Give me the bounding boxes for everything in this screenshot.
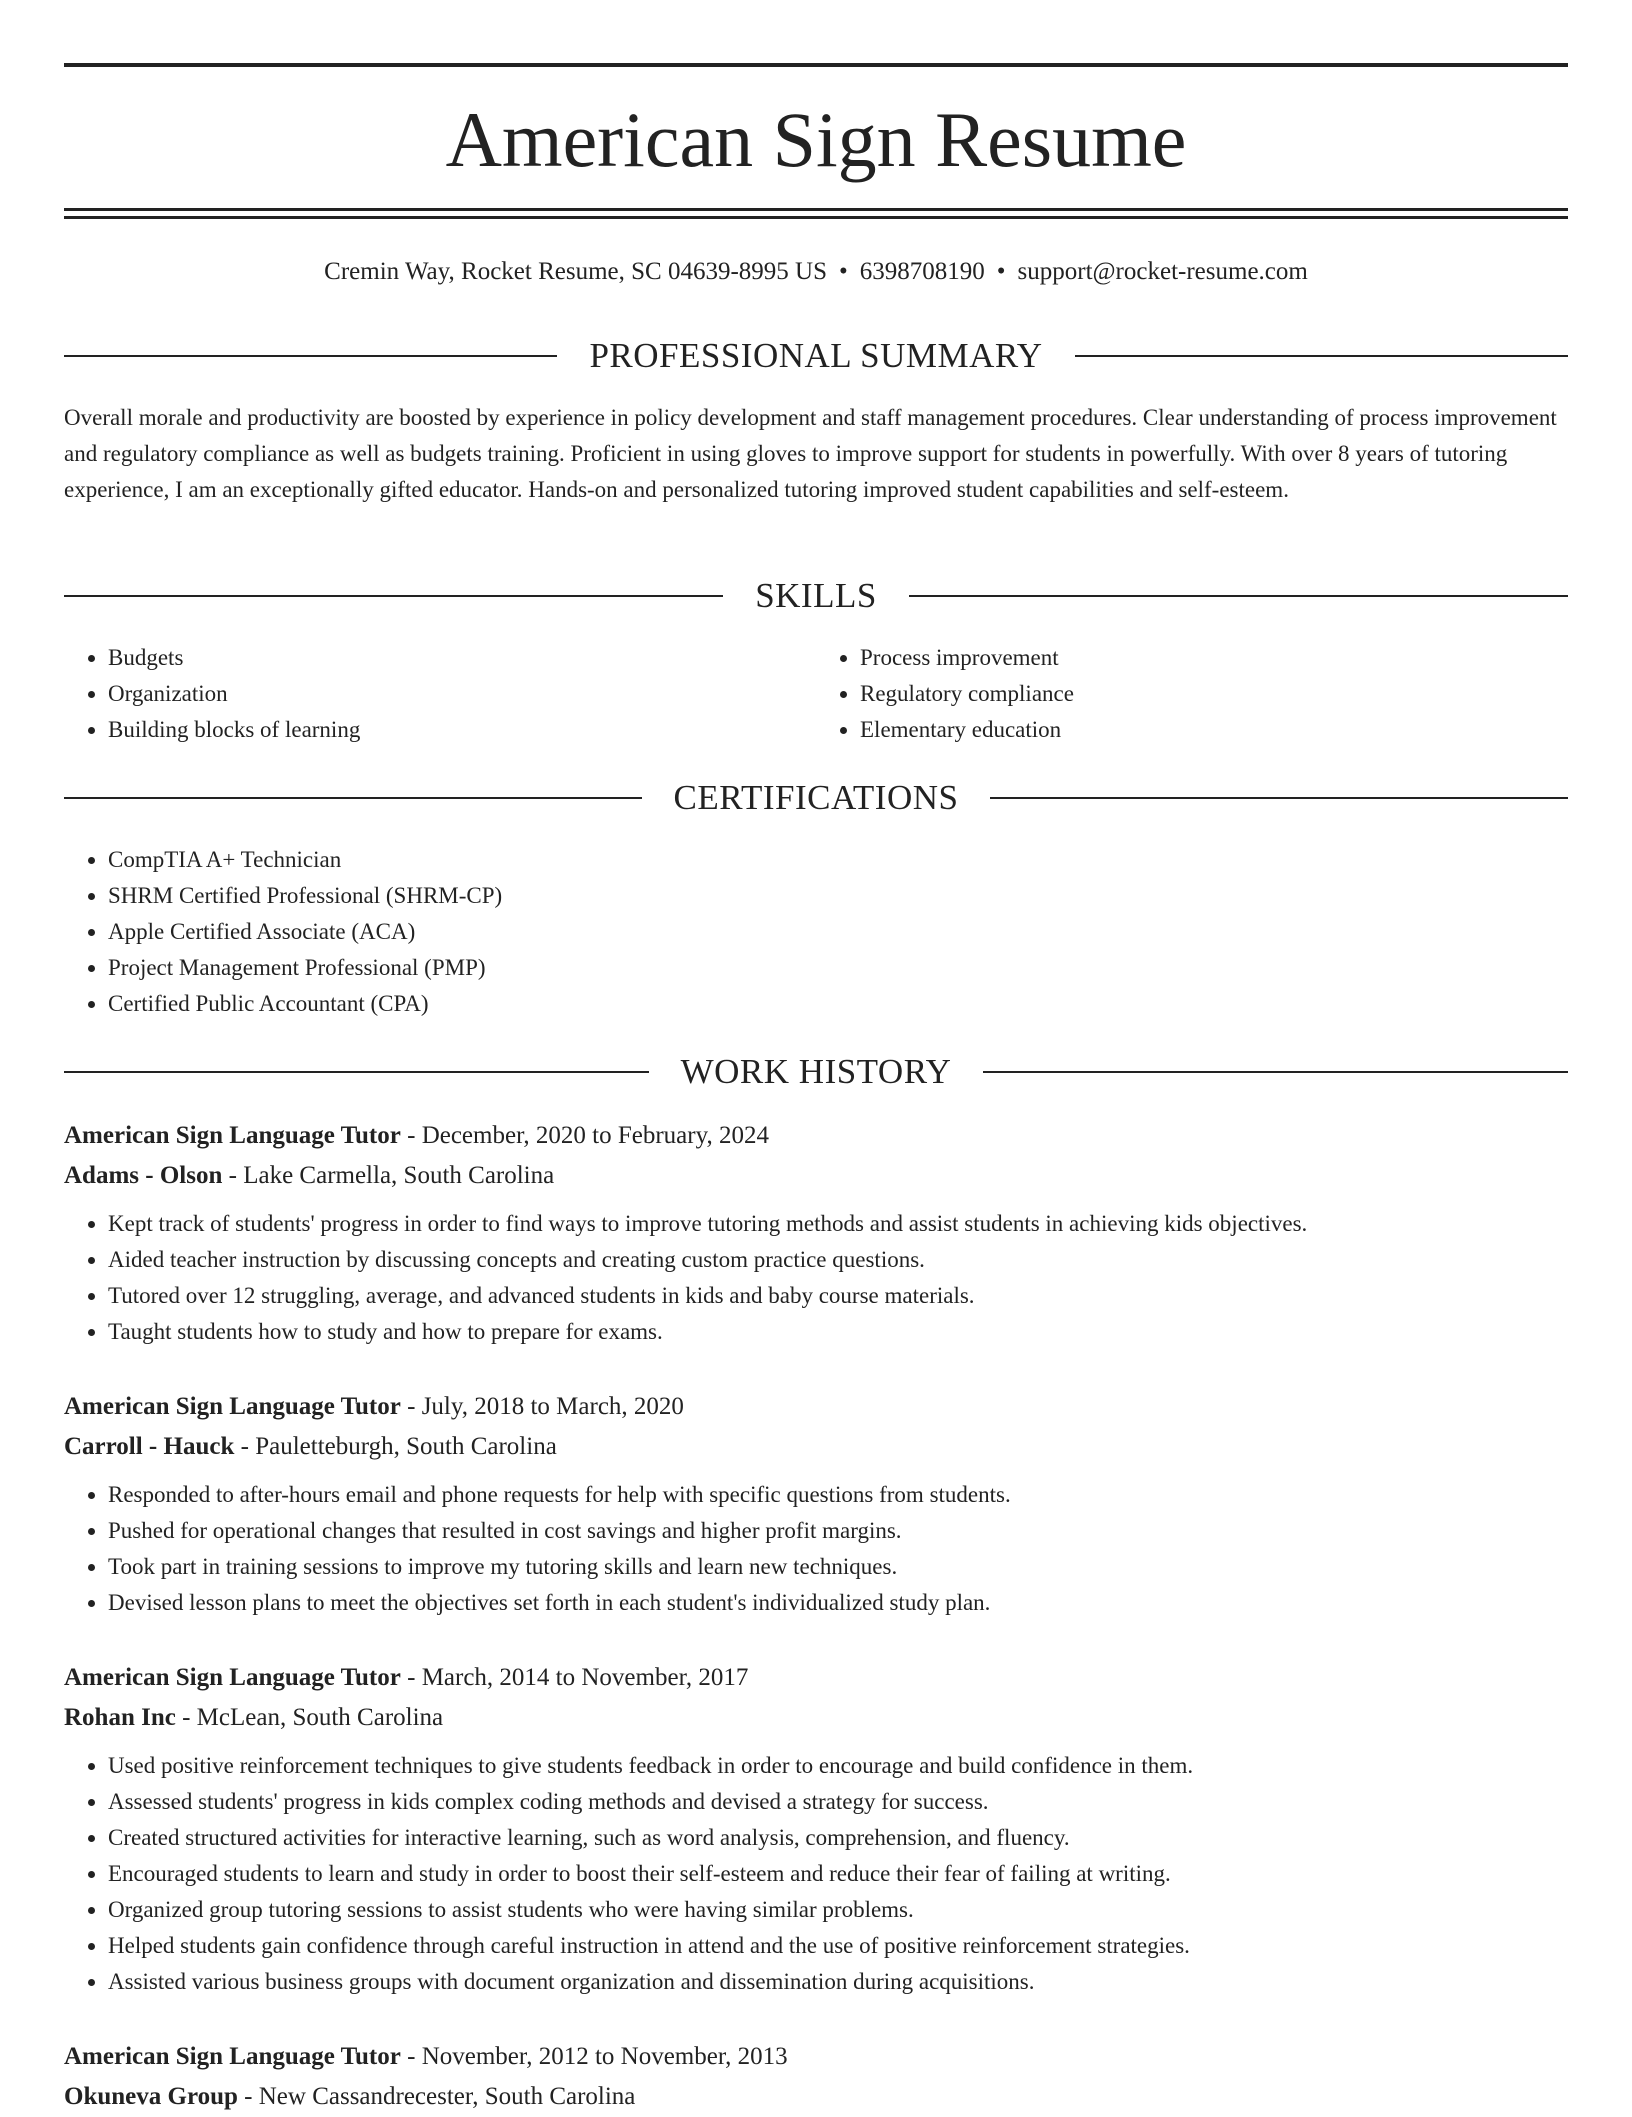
job-location: Lake Carmella, South Carolina (243, 1162, 555, 1189)
job-bullets (64, 1477, 1568, 1621)
job-dash: - (237, 2083, 259, 2110)
job-bullet: • Pushed for operational changes that resulted in cost savings and higher profit margins. (108, 1513, 1568, 1549)
name-rule-upper (64, 208, 1568, 211)
job-title: American Sign Language Tutor (64, 1664, 401, 1691)
job-dash: - (400, 1664, 422, 1691)
job-bullet: • Encouraged students to learn and study in order to boost their self-esteem and reduce their fear of failing at writing. (108, 1856, 1568, 1892)
job-bullets (64, 1206, 1568, 1350)
contact-address: Cremin Way, Rocket Resume, SC 04639-8995 US (324, 258, 827, 285)
job-title-line (64, 1658, 1568, 1698)
job-title: American Sign Language Tutor (64, 2043, 401, 2070)
job-entry (64, 2037, 1568, 2117)
section-title: SKILLS (755, 576, 877, 615)
job-dash: - (222, 1162, 244, 1189)
job-company: Carroll - Hauck (64, 1433, 235, 1460)
job-entry (64, 1658, 1568, 2000)
job-title-line (64, 1387, 1568, 1427)
divider-line (64, 595, 723, 597)
section-heading-skills (64, 574, 1568, 618)
job-bullet: • Created structured activities for interactive learning, such as word analysis, comprehension, and fluency. (108, 1820, 1568, 1856)
job-location: McLean, South Carolina (196, 1704, 444, 1731)
job-bullet: • Kept track of students' progress in order to find ways to improve tutoring methods and assist students in achieving kids objectives. (108, 1206, 1568, 1242)
job-company: Okuneva Group (64, 2083, 238, 2110)
name-rule-lower (64, 216, 1568, 219)
job-dash: - (400, 2043, 422, 2070)
job-dash: - (400, 1393, 422, 1420)
job-company: Rohan Inc (64, 1704, 176, 1731)
certifications-list (64, 842, 1568, 1022)
skill-item: • Elementary education (860, 712, 1568, 748)
section-title: CERTIFICATIONS (673, 778, 959, 817)
job-title-line (64, 2037, 1568, 2077)
section-title: WORK HISTORY (680, 1052, 952, 1091)
job-bullet: • Took part in training sessions to improve my tutoring skills and learn new techniques. (108, 1549, 1568, 1585)
job-title-line (64, 1116, 1568, 1156)
contact-separator: • (839, 258, 848, 285)
top-rule (64, 63, 1568, 67)
divider-line (990, 797, 1568, 799)
job-company-line (64, 1698, 1568, 1738)
section-heading-work-history (64, 1050, 1568, 1094)
divider-line (64, 1071, 649, 1073)
certification-item: • Certified Public Accountant (CPA) (108, 986, 1568, 1022)
certification-item: • CompTIA A+ Technician (108, 842, 1568, 878)
job-bullet: • Tutored over 12 struggling, average, and advanced students in kids and baby course materials. (108, 1278, 1568, 1314)
job-dash: - (175, 1704, 197, 1731)
job-company-line (64, 1156, 1568, 1196)
divider-line (1075, 355, 1568, 357)
job-bullet: • Taught students how to study and how to prepare for exams. (108, 1314, 1568, 1350)
job-location: Pauletteburgh, South Carolina (255, 1433, 557, 1460)
certification-item: • Project Management Professional (PMP) (108, 950, 1568, 986)
job-dash: - (234, 1433, 256, 1460)
skill-item: • Organization (108, 676, 816, 712)
section-title: PROFESSIONAL SUMMARY (589, 336, 1043, 375)
job-bullet: • Helped students gain confidence through careful instruction in attend and the use of positive reinforcement strategies. (108, 1928, 1568, 1964)
job-entry (64, 1387, 1568, 1621)
job-company-line (64, 2077, 1568, 2117)
job-company: Adams - Olson (64, 1162, 223, 1189)
job-dates: March, 2014 to November, 2017 (421, 1664, 749, 1691)
certification-item: • Apple Certified Associate (ACA) (108, 914, 1568, 950)
job-bullet: • Assessed students' progress in kids complex coding methods and devised a strategy for success. (108, 1784, 1568, 1820)
skills-column-right (816, 640, 1568, 748)
skills-column-left (64, 640, 816, 748)
job-bullet: • Assisted various business groups with document organization and dissemination during acquisitions. (108, 1964, 1568, 2000)
job-bullet: • Organized group tutoring sessions to assist students who were having similar problems. (108, 1892, 1568, 1928)
section-heading-summary (64, 334, 1568, 378)
job-location: New Cassandrecester, South Carolina (258, 2083, 636, 2110)
resume-name: American Sign Resume (445, 96, 1187, 183)
skill-item: • Process improvement (860, 640, 1568, 676)
contact-line (64, 254, 1568, 290)
job-dates: July, 2018 to March, 2020 (421, 1393, 684, 1420)
job-title: American Sign Language Tutor (64, 1393, 401, 1420)
skills-list (64, 640, 1568, 748)
section-heading-certifications (64, 776, 1568, 820)
job-bullet: • Aided teacher instruction by discussing concepts and creating custom practice questions. (108, 1242, 1568, 1278)
divider-line (983, 1071, 1568, 1073)
job-bullets (64, 1748, 1568, 2000)
job-dash: - (400, 1122, 422, 1149)
summary-text: Overall morale and productivity are boosted by experience in policy development and staff management procedures. Clear understanding of process improvement and regulatory compliance as well as budgets training. Proficient in using gloves to improve support for students in powerfully. With over 8 years of tutoring experience, I am an exceptionally gifted educator. Hands-on and personalized tutoring improved student capabilities and self-esteem. (64, 405, 1557, 502)
job-entry (64, 1116, 1568, 1350)
skill-item: • Regulatory compliance (860, 676, 1568, 712)
contact-separator: • (996, 258, 1006, 285)
skill-item: • Budgets (108, 640, 816, 676)
job-company-line (64, 1427, 1568, 1467)
contact-email: support@rocket-resume.com (1017, 258, 1308, 285)
job-dates: November, 2012 to November, 2013 (421, 2043, 788, 2070)
job-dates: December, 2020 to February, 2024 (421, 1122, 769, 1149)
skill-item: • Building blocks of learning (108, 712, 816, 748)
divider-line (909, 595, 1568, 597)
divider-line (64, 797, 642, 799)
divider-line (64, 355, 557, 357)
job-bullet: • Used positive reinforcement techniques to give students feedback in order to encourage and build confidence in them. (108, 1748, 1568, 1784)
certification-item: • SHRM Certified Professional (SHRM-CP) (108, 878, 1568, 914)
contact-phone: 6398708190 (859, 258, 985, 285)
job-bullet: • Devised lesson plans to meet the objectives set forth in each student's individualized study plan. (108, 1585, 1568, 1621)
job-bullet: • Responded to after-hours email and phone requests for help with specific questions from students. (108, 1477, 1568, 1513)
job-title: American Sign Language Tutor (64, 1122, 401, 1149)
